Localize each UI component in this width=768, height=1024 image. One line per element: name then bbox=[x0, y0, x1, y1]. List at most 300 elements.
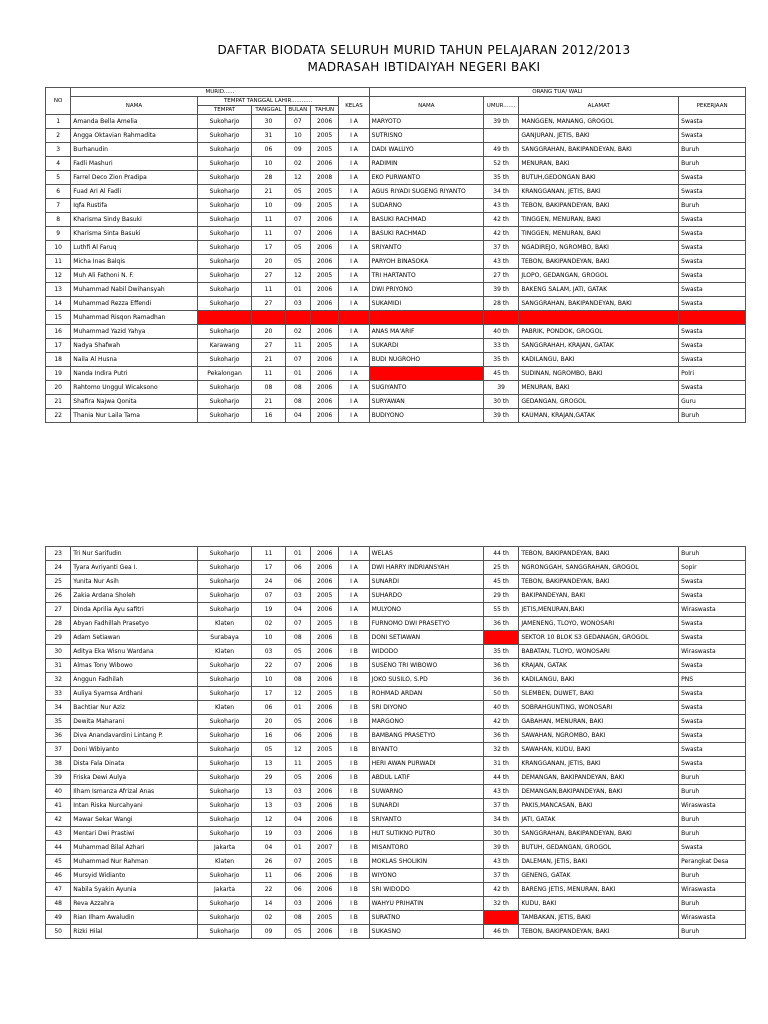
cell-tempat: Sukoharjo bbox=[197, 575, 252, 589]
cell-tahun: 2006 bbox=[310, 353, 338, 367]
cell-nama: Naila Al Husna bbox=[71, 353, 197, 367]
table-row bbox=[46, 311, 746, 325]
table-row bbox=[46, 883, 746, 897]
cell-umur: 43 th bbox=[483, 855, 518, 869]
cell-tempat: Sukoharjo bbox=[197, 185, 252, 199]
cell-tempat: Klaten bbox=[197, 855, 252, 869]
cell-no: 19 bbox=[46, 367, 71, 381]
cell-bulan: 06 bbox=[285, 561, 310, 575]
cell-tanggal: 04 bbox=[252, 841, 285, 855]
cell-nama: Intan Riska Nurcahyani bbox=[71, 799, 197, 813]
cell-nama: Angga Oktavian Rahmadita bbox=[71, 129, 197, 143]
cell-tahun: 2006 bbox=[310, 255, 338, 269]
cell-umur: 37 th bbox=[483, 241, 518, 255]
table-row bbox=[46, 701, 746, 715]
cell-tempat: Jakarta bbox=[197, 883, 252, 897]
cell-no: 20 bbox=[46, 381, 71, 395]
cell-kelas: I B bbox=[339, 617, 369, 631]
cell-tanggal: 11 bbox=[252, 227, 285, 241]
cell-umur: 30 th bbox=[483, 827, 518, 841]
table-row bbox=[46, 381, 746, 395]
cell-nama-ortu: BASUKI RACHMAD bbox=[369, 227, 483, 241]
cell-tempat: Jakarta bbox=[197, 841, 252, 855]
table-row bbox=[46, 729, 746, 743]
cell-bulan: 03 bbox=[285, 799, 310, 813]
cell-alamat: SANGGRAHAN, BAKIPANDEYAN, BAKI bbox=[519, 143, 679, 157]
cell-kelas: I A bbox=[339, 157, 369, 171]
cell-no: 41 bbox=[46, 799, 71, 813]
cell-pekerjaan: Polri bbox=[679, 367, 746, 381]
cell-tahun: 2005 bbox=[310, 855, 338, 869]
cell-nama: Tyara Avriyanti Gea I. bbox=[71, 561, 197, 575]
cell-nama-ortu: SUKARDI bbox=[369, 339, 483, 353]
cell-kelas: I B bbox=[339, 701, 369, 715]
cell-pekerjaan: Buruh bbox=[679, 925, 746, 939]
table-row bbox=[46, 255, 746, 269]
cell-nama-ortu: BUDIYONO bbox=[369, 409, 483, 423]
cell-tahun: 2006 bbox=[310, 283, 338, 297]
cell-alamat: KAUMAN, KRAJAN,GATAK bbox=[519, 409, 679, 423]
cell-umur: 44 th bbox=[483, 547, 518, 561]
cell-pekerjaan: Swasta bbox=[679, 213, 746, 227]
student-table-part2 bbox=[45, 546, 746, 939]
cell-umur: 39 th bbox=[483, 115, 518, 129]
cell-tahun: 2005 bbox=[310, 743, 338, 757]
cell-nama-ortu: MARGONO bbox=[369, 715, 483, 729]
cell-kelas: I B bbox=[339, 925, 369, 939]
cell-tempat: Sukoharjo bbox=[197, 143, 252, 157]
cell-alamat: GENENG, GATAK bbox=[519, 869, 679, 883]
cell-tempat: Sukoharjo bbox=[197, 171, 252, 185]
cell-no: 6 bbox=[46, 185, 71, 199]
cell-kelas: I A bbox=[339, 367, 369, 381]
cell-nama: Zakia Ardana Sholeh bbox=[71, 589, 197, 603]
cell-pekerjaan: Swasta bbox=[679, 659, 746, 673]
cell-tahun: 2005 bbox=[310, 143, 338, 157]
cell-pekerjaan: Swasta bbox=[679, 171, 746, 185]
group-murid: MURID...... bbox=[71, 88, 369, 97]
cell-pekerjaan: Swasta bbox=[679, 381, 746, 395]
cell-alamat: BUTUH, GEDANGAN, GROGOL bbox=[519, 841, 679, 855]
cell-no: 35 bbox=[46, 715, 71, 729]
cell-no: 8 bbox=[46, 213, 71, 227]
cell-bulan: 12 bbox=[285, 687, 310, 701]
cell-pekerjaan: Buruh bbox=[679, 785, 746, 799]
cell-kelas: I B bbox=[339, 673, 369, 687]
cell-tempat: Sukoharjo bbox=[197, 255, 252, 269]
cell-no: 40 bbox=[46, 785, 71, 799]
cell-bulan: 08 bbox=[285, 381, 310, 395]
cell-no: 25 bbox=[46, 575, 71, 589]
cell-no: 15 bbox=[46, 311, 71, 325]
cell-umur: 34 th bbox=[483, 813, 518, 827]
cell-alamat: NGRONGGAH, SANGGRAHAN, GROGOL bbox=[519, 561, 679, 575]
cell-no: 11 bbox=[46, 255, 71, 269]
table-row bbox=[46, 827, 746, 841]
cell-bulan: 11 bbox=[285, 339, 310, 353]
cell-alamat: JATI, GATAK bbox=[519, 813, 679, 827]
cell-alamat: MENURAN, BAKI bbox=[519, 381, 679, 395]
cell-kelas: I A bbox=[339, 143, 369, 157]
cell-pekerjaan: Buruh bbox=[679, 827, 746, 841]
cell-umur: 43 th bbox=[483, 199, 518, 213]
cell-umur: 49 th bbox=[483, 143, 518, 157]
cell-tahun: 2005 bbox=[310, 687, 338, 701]
cell-nama: Muhammad Rezza Effendi bbox=[71, 297, 197, 311]
cell-pekerjaan: Swasta bbox=[679, 743, 746, 757]
cell-tahun: 2006 bbox=[310, 813, 338, 827]
cell-nama: Kharisma Sindy Basuki bbox=[71, 213, 197, 227]
cell-alamat: GEDANGAN, GROGOL bbox=[519, 395, 679, 409]
cell-nama: Dewita Maharani bbox=[71, 715, 197, 729]
cell-nama-ortu: MARYOTO bbox=[369, 115, 483, 129]
cell-umur: 43 th bbox=[483, 785, 518, 799]
table-row bbox=[46, 743, 746, 757]
cell-pekerjaan: Wiraswasta bbox=[679, 911, 746, 925]
cell-tahun: 2006 bbox=[310, 631, 338, 645]
table-row bbox=[46, 631, 746, 645]
cell-nama-ortu: DADI WALUYO bbox=[369, 143, 483, 157]
cell-tahun: 2008 bbox=[310, 171, 338, 185]
cell-tahun: 2006 bbox=[310, 325, 338, 339]
cell-alamat: TEBON, BAKIPANDEYAN, BAKI bbox=[519, 547, 679, 561]
cell-tempat: Sukoharjo bbox=[197, 409, 252, 423]
table-row bbox=[46, 561, 746, 575]
cell-kelas: I A bbox=[339, 297, 369, 311]
cell-kelas: I A bbox=[339, 129, 369, 143]
cell-nama-ortu: FURNOMO DWI PRASETYO bbox=[369, 617, 483, 631]
cell-tempat: Sukoharjo bbox=[197, 269, 252, 283]
cell-nama: Muh Ali Fathoni N. F. bbox=[71, 269, 197, 283]
col-nama-ortu: NAMA bbox=[369, 97, 483, 115]
cell-kelas: I B bbox=[339, 631, 369, 645]
cell-tempat: Sukoharjo bbox=[197, 603, 252, 617]
cell-umur: 43 th bbox=[483, 255, 518, 269]
school-name: MADRASAH IBTIDAIYAH NEGERI BAKI bbox=[307, 60, 541, 74]
cell-tahun: 2006 bbox=[310, 771, 338, 785]
cell-tahun: 2006 bbox=[310, 645, 338, 659]
cell-kelas: I B bbox=[339, 869, 369, 883]
cell-alamat: NGADIREJO, NGROMBO, BAKI bbox=[519, 241, 679, 255]
cell-pekerjaan: Swasta bbox=[679, 269, 746, 283]
cell-tempat: Sukoharjo bbox=[197, 673, 252, 687]
cell-no: 33 bbox=[46, 687, 71, 701]
table-row bbox=[46, 185, 746, 199]
cell-umur bbox=[483, 911, 518, 925]
cell-bulan: 08 bbox=[285, 631, 310, 645]
cell-pekerjaan: Swasta bbox=[679, 617, 746, 631]
cell-kelas: I B bbox=[339, 785, 369, 799]
cell-nama: Auliya Syamsa Ardhani bbox=[71, 687, 197, 701]
cell-tanggal: 11 bbox=[252, 213, 285, 227]
cell-umur: 42 th bbox=[483, 213, 518, 227]
cell-alamat: GABAHAN, MENURAN, BAKI bbox=[519, 715, 679, 729]
cell-tempat: Surabaya bbox=[197, 631, 252, 645]
cell-umur: 52 th bbox=[483, 157, 518, 171]
cell-tahun: 2007 bbox=[310, 841, 338, 855]
cell-alamat: BUTUH,GEDONGAN BAKI bbox=[519, 171, 679, 185]
cell-tahun: 2006 bbox=[310, 603, 338, 617]
cell-bulan: 05 bbox=[285, 185, 310, 199]
cell-umur: 37 th bbox=[483, 799, 518, 813]
cell-tahun: 2006 bbox=[310, 409, 338, 423]
cell-tanggal bbox=[252, 311, 285, 325]
cell-umur: 33 th bbox=[483, 339, 518, 353]
cell-kelas: I B bbox=[339, 659, 369, 673]
table-row bbox=[46, 115, 746, 129]
table-row bbox=[46, 325, 746, 339]
cell-tahun: 2005 bbox=[310, 185, 338, 199]
cell-umur: 35 th bbox=[483, 645, 518, 659]
cell-pekerjaan: Buruh bbox=[679, 897, 746, 911]
cell-tanggal: 03 bbox=[252, 645, 285, 659]
cell-umur bbox=[483, 311, 518, 325]
cell-bulan: 07 bbox=[285, 353, 310, 367]
cell-tempat: Sukoharjo bbox=[197, 213, 252, 227]
cell-tanggal: 02 bbox=[252, 911, 285, 925]
cell-nama: Adam Setiawan bbox=[71, 631, 197, 645]
cell-umur bbox=[483, 129, 518, 143]
cell-tempat: Sukoharjo bbox=[197, 157, 252, 171]
cell-tanggal: 21 bbox=[252, 395, 285, 409]
cell-umur: 35 th bbox=[483, 353, 518, 367]
cell-bulan: 05 bbox=[285, 715, 310, 729]
cell-tempat: Sukoharjo bbox=[197, 897, 252, 911]
cell-kelas: I A bbox=[339, 589, 369, 603]
cell-tahun: 2006 bbox=[310, 729, 338, 743]
cell-alamat: SOBRAHGUNTING, WONOSARI bbox=[519, 701, 679, 715]
cell-bulan: 07 bbox=[285, 617, 310, 631]
cell-umur: 30 th bbox=[483, 395, 518, 409]
cell-umur: 42 th bbox=[483, 227, 518, 241]
cell-alamat: SEKTOR 10 BLOK S3 GEDANAGN, GROGOL bbox=[519, 631, 679, 645]
cell-umur: 39 th bbox=[483, 283, 518, 297]
cell-pekerjaan: Wiraswasta bbox=[679, 883, 746, 897]
cell-no: 39 bbox=[46, 771, 71, 785]
cell-tanggal: 11 bbox=[252, 869, 285, 883]
cell-kelas: I A bbox=[339, 547, 369, 561]
cell-umur: 55 th bbox=[483, 603, 518, 617]
cell-umur: 28 th bbox=[483, 297, 518, 311]
cell-nama-ortu: TRI HARTANTO bbox=[369, 269, 483, 283]
cell-nama: Ilham Ismanza Afrizal Anas bbox=[71, 785, 197, 799]
cell-umur: 32 th bbox=[483, 743, 518, 757]
cell-alamat: GANJURAN, JETIS, BAKI bbox=[519, 129, 679, 143]
table-row bbox=[46, 241, 746, 255]
cell-nama: Nanda Indira Putri bbox=[71, 367, 197, 381]
cell-tempat: Klaten bbox=[197, 645, 252, 659]
cell-tempat: Sukoharjo bbox=[197, 353, 252, 367]
cell-nama-ortu: WIDODO bbox=[369, 645, 483, 659]
group-ortu: ORANG TUA/ WALI bbox=[369, 88, 745, 97]
cell-pekerjaan: Swasta bbox=[679, 631, 746, 645]
cell-bulan: 12 bbox=[285, 269, 310, 283]
cell-kelas: I A bbox=[339, 381, 369, 395]
cell-nama-ortu: DONI SETIAWAN bbox=[369, 631, 483, 645]
cell-bulan: 04 bbox=[285, 409, 310, 423]
cell-tanggal: 28 bbox=[252, 171, 285, 185]
cell-nama: Amanda Bella Amelia bbox=[71, 115, 197, 129]
table-row bbox=[46, 813, 746, 827]
table-row bbox=[46, 869, 746, 883]
cell-tempat: Sukoharjo bbox=[197, 869, 252, 883]
cell-nama: Thania Nur Laila Tama bbox=[71, 409, 197, 423]
cell-alamat: TINGGEN, MENURAN, BAKI bbox=[519, 227, 679, 241]
cell-tanggal: 10 bbox=[252, 157, 285, 171]
cell-tempat: Pekalongan bbox=[197, 367, 252, 381]
cell-bulan: 09 bbox=[285, 199, 310, 213]
cell-pekerjaan: Sopir bbox=[679, 561, 746, 575]
cell-tahun: 2006 bbox=[310, 115, 338, 129]
cell-pekerjaan: Buruh bbox=[679, 157, 746, 171]
cell-nama: Mursyid Widianto bbox=[71, 869, 197, 883]
cell-umur: 36 th bbox=[483, 673, 518, 687]
cell-no: 47 bbox=[46, 883, 71, 897]
cell-bulan: 05 bbox=[285, 645, 310, 659]
cell-bulan: 07 bbox=[285, 227, 310, 241]
cell-pekerjaan: Swasta bbox=[679, 283, 746, 297]
cell-bulan: 03 bbox=[285, 297, 310, 311]
cell-nama: Micha Inas Balqis bbox=[71, 255, 197, 269]
cell-no: 1 bbox=[46, 115, 71, 129]
cell-tahun: 2006 bbox=[310, 575, 338, 589]
cell-tanggal: 10 bbox=[252, 199, 285, 213]
table-row bbox=[46, 799, 746, 813]
table-row bbox=[46, 547, 746, 561]
cell-tempat: Karawang bbox=[197, 339, 252, 353]
cell-umur: 32 th bbox=[483, 897, 518, 911]
cell-bulan: 01 bbox=[285, 367, 310, 381]
table-row bbox=[46, 771, 746, 785]
cell-pekerjaan bbox=[679, 311, 746, 325]
cell-bulan: 06 bbox=[285, 729, 310, 743]
cell-tanggal: 17 bbox=[252, 561, 285, 575]
cell-bulan: 12 bbox=[285, 743, 310, 757]
cell-bulan: 01 bbox=[285, 547, 310, 561]
cell-tempat: Sukoharjo bbox=[197, 743, 252, 757]
cell-pekerjaan: Swasta bbox=[679, 575, 746, 589]
cell-tanggal: 21 bbox=[252, 185, 285, 199]
cell-nama-ortu: SUDARNO bbox=[369, 199, 483, 213]
cell-tanggal: 27 bbox=[252, 339, 285, 353]
cell-bulan: 08 bbox=[285, 395, 310, 409]
cell-umur: 37 th bbox=[483, 869, 518, 883]
cell-nama-ortu: ABDUL LATIF bbox=[369, 771, 483, 785]
cell-kelas: I B bbox=[339, 827, 369, 841]
cell-nama-ortu: SUTRISNO bbox=[369, 129, 483, 143]
cell-no: 27 bbox=[46, 603, 71, 617]
cell-nama-ortu: WAHYU PRIHATIN bbox=[369, 897, 483, 911]
cell-pekerjaan: Buruh bbox=[679, 869, 746, 883]
cell-tanggal: 29 bbox=[252, 771, 285, 785]
cell-no: 10 bbox=[46, 241, 71, 255]
cell-nama-ortu: ANAS MA'ARIF bbox=[369, 325, 483, 339]
cell-umur: 50 th bbox=[483, 687, 518, 701]
cell-tahun: 2006 bbox=[310, 227, 338, 241]
cell-kelas: I B bbox=[339, 799, 369, 813]
cell-alamat bbox=[519, 311, 679, 325]
cell-umur: 36 th bbox=[483, 617, 518, 631]
cell-tanggal: 27 bbox=[252, 297, 285, 311]
cell-tahun: 2006 bbox=[310, 883, 338, 897]
cell-tahun bbox=[310, 311, 338, 325]
cell-nama-ortu: SRI WIDODO bbox=[369, 883, 483, 897]
table-row bbox=[46, 269, 746, 283]
cell-nama-ortu: SUSENO TRI WIBOWO bbox=[369, 659, 483, 673]
cell-pekerjaan: Buruh bbox=[679, 813, 746, 827]
cell-nama-ortu: SRIYANTO bbox=[369, 241, 483, 255]
cell-nama: Yunita Nur Asih bbox=[71, 575, 197, 589]
cell-umur: 39 th bbox=[483, 841, 518, 855]
cell-tahun: 2005 bbox=[310, 269, 338, 283]
cell-alamat: TEBON, BAKIPANDEYAN, BAKI bbox=[519, 255, 679, 269]
cell-tempat: Sukoharjo bbox=[197, 813, 252, 827]
cell-nama: Aditya Eka Wisnu Wardana bbox=[71, 645, 197, 659]
cell-nama: Mawar Sekar Wangi bbox=[71, 813, 197, 827]
cell-tanggal: 19 bbox=[252, 603, 285, 617]
cell-bulan: 03 bbox=[285, 897, 310, 911]
cell-nama-ortu: BASUKI RACHMAD bbox=[369, 213, 483, 227]
cell-tanggal: 22 bbox=[252, 659, 285, 673]
cell-no: 37 bbox=[46, 743, 71, 757]
cell-nama: Muhammad Nabil Dwihansyah bbox=[71, 283, 197, 297]
cell-alamat: DEMANGAN, BAKIPANDEYAN, BAKI bbox=[519, 771, 679, 785]
table-row bbox=[46, 645, 746, 659]
cell-alamat: MANGGEN, MANANG, GROGOL bbox=[519, 115, 679, 129]
cell-bulan: 06 bbox=[285, 869, 310, 883]
cell-alamat: BABATAN, TLOYO, WONOSARI bbox=[519, 645, 679, 659]
cell-tempat: Sukoharjo bbox=[197, 687, 252, 701]
col-alamat: ALAMAT bbox=[519, 97, 679, 115]
cell-alamat: TEBON, BAKIPANDEYAN, BAKI bbox=[519, 925, 679, 939]
cell-no: 48 bbox=[46, 897, 71, 911]
cell-nama: Doni Wibiyanto bbox=[71, 743, 197, 757]
cell-nama: Rian Ilham Awaludin bbox=[71, 911, 197, 925]
col-no: NO bbox=[46, 88, 71, 115]
cell-kelas: I B bbox=[339, 771, 369, 785]
cell-tanggal: 06 bbox=[252, 143, 285, 157]
cell-bulan: 01 bbox=[285, 701, 310, 715]
cell-tempat: Sukoharjo bbox=[197, 547, 252, 561]
cell-alamat: KADILANGU, BAKI bbox=[519, 673, 679, 687]
cell-nama-ortu: SRI DIYONO bbox=[369, 701, 483, 715]
cell-tanggal: 19 bbox=[252, 827, 285, 841]
cell-bulan: 06 bbox=[285, 883, 310, 897]
cell-umur: 36 th bbox=[483, 729, 518, 743]
table-row bbox=[46, 283, 746, 297]
cell-tanggal: 30 bbox=[252, 115, 285, 129]
cell-bulan: 04 bbox=[285, 603, 310, 617]
cell-pekerjaan: Swasta bbox=[679, 701, 746, 715]
cell-nama: Iqfa Rustifa bbox=[71, 199, 197, 213]
table-row bbox=[46, 841, 746, 855]
cell-pekerjaan: Swasta bbox=[679, 115, 746, 129]
cell-tahun: 2006 bbox=[310, 715, 338, 729]
cell-pekerjaan: Wiraswasta bbox=[679, 603, 746, 617]
cell-tahun: 2006 bbox=[310, 673, 338, 687]
cell-tanggal: 13 bbox=[252, 757, 285, 771]
cell-bulan: 01 bbox=[285, 841, 310, 855]
cell-tahun: 2006 bbox=[310, 827, 338, 841]
cell-tempat: Sukoharjo bbox=[197, 729, 252, 743]
cell-no: 18 bbox=[46, 353, 71, 367]
cell-umur: 35 th bbox=[483, 171, 518, 185]
cell-bulan: 07 bbox=[285, 855, 310, 869]
cell-no: 2 bbox=[46, 129, 71, 143]
cell-tanggal: 24 bbox=[252, 575, 285, 589]
cell-nama-ortu: JOKO SUSILO, S.PD bbox=[369, 673, 483, 687]
cell-bulan: 03 bbox=[285, 827, 310, 841]
